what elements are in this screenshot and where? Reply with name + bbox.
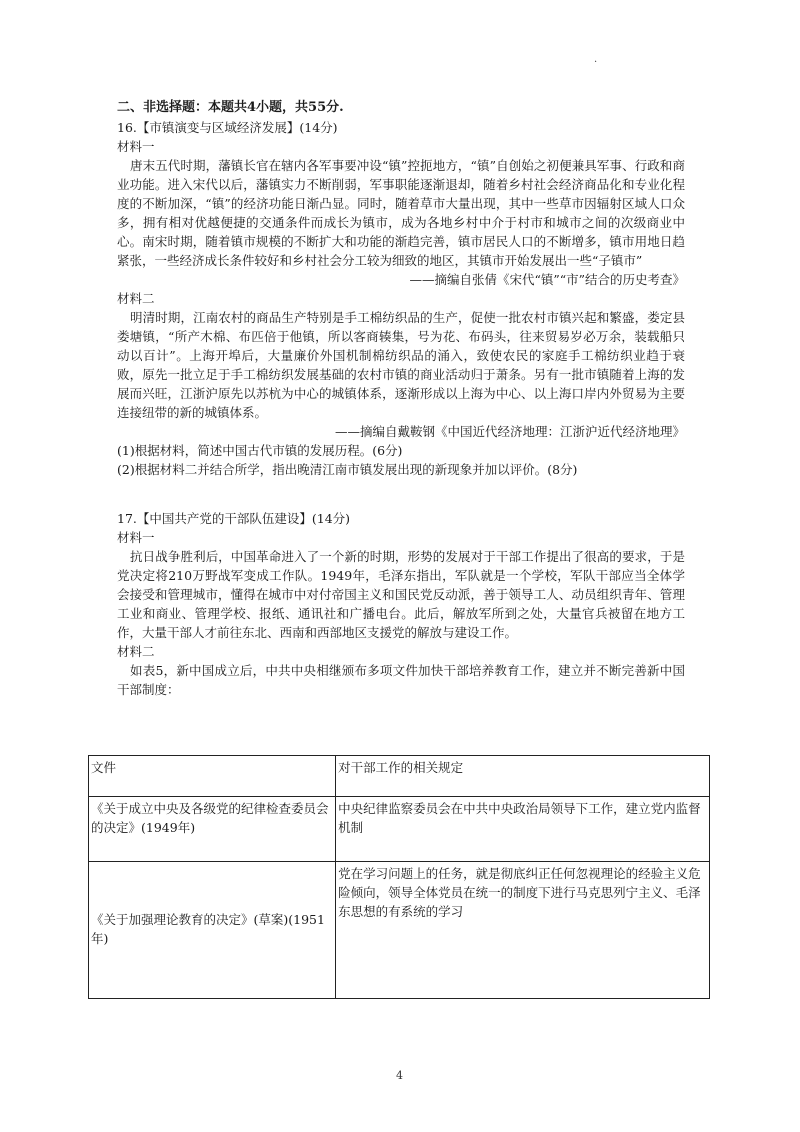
sub-question-1: (1)根据材料，简述中国古代市镇的发展历程。(6分) <box>117 443 403 458</box>
cadre-rules-table <box>88 755 710 999</box>
q17-material-1-label: 材料一 <box>117 530 155 545</box>
table-row <box>89 862 710 999</box>
table-header-row <box>89 756 710 797</box>
corner-mark: . <box>594 54 598 65</box>
material-1-label: 材料一 <box>117 139 155 154</box>
table-cell-regulation: 党在学习问题上的任务，就是彻底纠正任何忽视理论的经验主义危险倾向，领导全体党员在统一的制度下进行马克思列宁主义、毛泽东思想的有系统的学习 <box>336 862 710 999</box>
table-header-regulation: 对干部工作的相关规定 <box>336 756 710 797</box>
material-2-label: 材料二 <box>117 291 155 306</box>
q17-material-2-label: 材料二 <box>117 644 155 659</box>
question-16 <box>117 118 685 479</box>
q17-material-2-text: 如表5，新中国成立后，中共中央相继颁布多项文件加快干部培养教育工作，建立并不断完善新中国干部制度： <box>117 663 685 697</box>
page-content <box>117 98 685 699</box>
question-17-title: 17.【中国共产党的干部队伍建设】(14分) <box>117 511 351 526</box>
table-cell-regulation: 中央纪律监察委员会在中共中央政治局领导下工作，建立党内监督机制 <box>336 797 710 862</box>
table-cell-document: 《关于加强理论教育的决定》(草案)(1951年) <box>89 862 336 999</box>
material-1-text: 唐末五代时期，藩镇长官在辖内各军事要冲设“镇”控扼地方，“镇”自创始之初便兼具军事、行政和商业功能。进入宋代以后，藩镇实力不断削弱，军事职能逐渐退却，随着乡村社会经济商品化和专业化程度的不断加深，“镇”的经济功能日渐凸显。同时，随着草市大量出现，其中一些草市因辐射区域人口众多，拥有相对优越便捷的交通条件而成长为镇市，成为各地乡村中介于村市和城市之间的次级商业中心。南宋时期，随着镇市规模的不断扩大和功能的渐趋完善，镇市居民人口的不断增多，镇市用地日趋紧张，一些经济成长条件较好和乡村社会分工较为细致的地区，其镇市开始发展出一些“子镇市” <box>117 158 685 268</box>
q17-material-1-text: 抗日战争胜利后，中国革命进入了一个新的时期，形势的发展对于干部工作提出了很高的要求，于是党决定将210万野战军变成工作队。1949年，毛泽东指出，军队就是一个学校，军队干部应当全体学会接受和管理城市，懂得在城市中对付帝国主义和国民党反动派，善于领导工人、动员组织青年、管理工业和商业、管理学校、报纸、通讯社和广播电台。此后，解放军所到之处，大量官兵被留在地方工作，大量干部人才前往东北、西南和西部地区支援党的解放与建设工作。 <box>117 549 685 640</box>
table-row <box>89 797 710 862</box>
table-cell-document: 《关于成立中央及各级党的纪律检查委员会的决定》(1949年) <box>89 797 336 862</box>
table-header-document: 文件 <box>89 756 336 797</box>
material-2-source: ——摘编自戴鞍钢《中国近代经济地理：江浙沪近代经济地理》 <box>334 424 685 439</box>
question-16-title: 16.【市镇演变与区域经济发展】(14分) <box>117 120 338 135</box>
question-17 <box>117 509 685 699</box>
material-2-text: 明清时期，江南农村的商品生产特别是手工棉纺织品的生产，促使一批农村市镇兴起和繁盛，娄定县娄塘镇，“所产木棉、布匹倍于他镇，所以客商辏集，号为花、布码头，往来贸易岁必万余，装载船只动以百计”。上海开埠后，大量廉价外国机制棉纺织品的涌入，致使农民的家庭手工棉纺织业趋于衰败，原先一批立足于手工棉纺织发展基础的农村市镇的商业活动归于萧条。另有一批市镇随着上海的发展而兴旺，江浙沪原先以苏杭为中心的城镇体系，逐渐形成以上海为中心、以上海口岸内外贸易为主要连接纽带的新的城镇体系。 <box>117 310 685 420</box>
material-1-source: ——摘编自张倩《宋代“镇”“市”结合的历史考查》 <box>409 272 685 287</box>
sub-question-2: (2)根据材料二并结合所学，指出晚清江南市镇发展出现的新现象并加以评价。(8分) <box>117 462 578 477</box>
page-number: 4 <box>396 1069 403 1082</box>
section-heading: 二、非选择题：本题共4小题，共55分. <box>117 100 344 115</box>
